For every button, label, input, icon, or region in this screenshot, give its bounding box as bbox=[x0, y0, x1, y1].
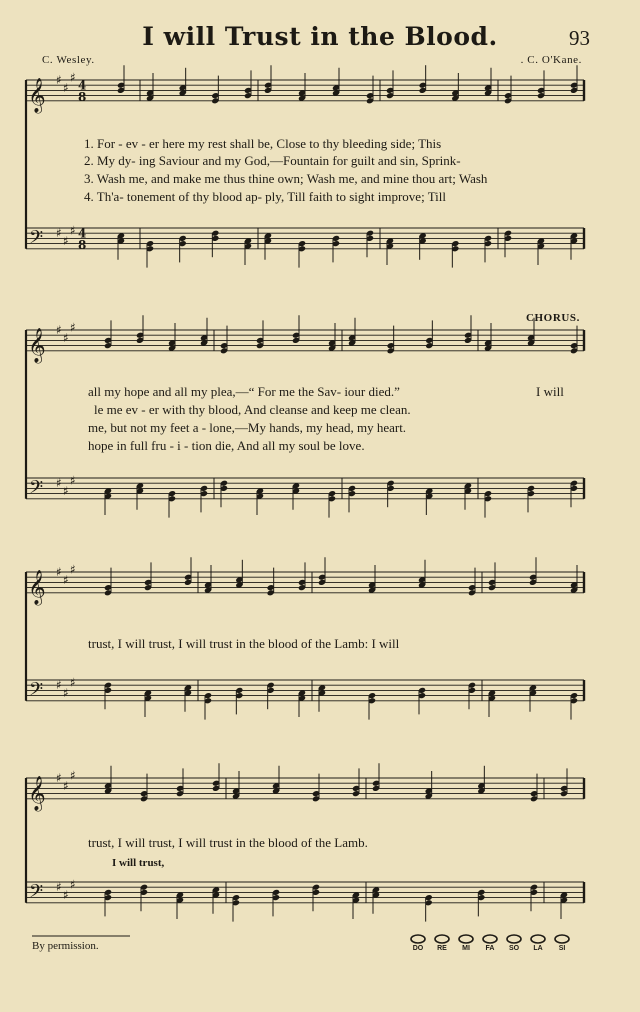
treble-clef-icon: 𝄞 bbox=[28, 77, 46, 113]
key-sharp-icon: ♯ bbox=[70, 320, 76, 335]
key-sharp-icon: ♯ bbox=[56, 476, 62, 491]
hymn-title: I will Trust in the Blood. bbox=[142, 22, 498, 51]
time-signature-top: 4 bbox=[78, 226, 87, 241]
key-sharp-icon: ♯ bbox=[70, 562, 76, 577]
verse-4-line-2: hope in full fru - i - tion die, And all my soul be love. bbox=[88, 438, 365, 453]
verse-3-line-1: 3. Wash me, and make me thus thine own; Wash me, and mine thou art; Wash bbox=[84, 171, 488, 186]
verse-1-line-2: all my hope and all my plea,—“ For me the Sav- iour died.” bbox=[88, 384, 400, 399]
solfege-mi: MI bbox=[462, 945, 470, 952]
key-sharp-icon: ♯ bbox=[70, 70, 76, 85]
solfege-re: RE bbox=[437, 945, 447, 952]
key-sharp-icon: ♯ bbox=[63, 572, 69, 587]
verse-2-line-2: le me ev - er with thy blood, And cleanse and keep me clean. bbox=[94, 402, 411, 417]
bass-clef-icon: 𝄢 bbox=[29, 227, 44, 253]
bass-clef-icon: 𝄢 bbox=[29, 881, 44, 907]
shape-note-icon bbox=[483, 935, 497, 943]
shape-note-icon bbox=[459, 935, 473, 943]
key-sharp-icon: ♯ bbox=[56, 880, 62, 895]
bass-cue-text: I will trust, bbox=[112, 857, 165, 869]
key-sharp-icon: ♯ bbox=[63, 484, 69, 498]
solfege-fa: FA bbox=[485, 945, 495, 952]
key-sharp-icon: ♯ bbox=[70, 675, 76, 690]
key-sharp-icon: ♯ bbox=[56, 678, 62, 693]
key-sharp-icon: ♯ bbox=[56, 565, 62, 579]
bass-clef-icon: 𝄢 bbox=[29, 679, 44, 705]
shape-note-icon bbox=[531, 935, 545, 943]
permission-note: By permission. bbox=[32, 940, 99, 952]
key-sharp-icon: ♯ bbox=[56, 226, 62, 241]
shape-note-icon bbox=[507, 935, 521, 943]
solfege-la: LA bbox=[533, 945, 543, 952]
key-sharp-icon: ♯ bbox=[63, 330, 69, 345]
verse-3-line-2: me, but not my feet a - lone,—My hands, my head, my heart. bbox=[88, 420, 407, 435]
key-sharp-icon: ♯ bbox=[56, 323, 62, 337]
key-sharp-icon: ♯ bbox=[70, 473, 76, 488]
key-sharp-icon: ♯ bbox=[70, 223, 76, 238]
chorus-line-1: trust, I will trust, I will trust in the blood of the Lamb: I will bbox=[88, 636, 400, 651]
time-signature-top: 4 bbox=[78, 78, 87, 93]
composer-credit: . C. O'Kane. bbox=[520, 54, 582, 66]
treble-clef-icon: 𝄞 bbox=[28, 569, 46, 605]
treble-clef-icon: 𝄞 bbox=[28, 775, 46, 811]
key-sharp-icon: ♯ bbox=[56, 73, 62, 87]
time-signature-bottom: 8 bbox=[78, 237, 87, 252]
chorus-label: CHORUS. bbox=[525, 312, 580, 324]
key-sharp-icon: ♯ bbox=[70, 877, 76, 892]
shape-note-icon bbox=[555, 935, 569, 943]
chorus-pickup: I will bbox=[536, 384, 564, 399]
verse-4-line-1: 4. Th'a- tonement of thy blood ap- ply, Till faith to sight improve; Till bbox=[84, 189, 447, 204]
time-signature-bottom: 8 bbox=[78, 89, 87, 104]
key-sharp-icon: ♯ bbox=[63, 778, 69, 793]
solfege-si: SI bbox=[558, 945, 566, 952]
chorus-line-2: trust, I will trust, I will trust in the blood of the Lamb. bbox=[88, 835, 368, 850]
key-sharp-icon: ♯ bbox=[63, 686, 69, 700]
shape-note-icon bbox=[435, 935, 449, 943]
author-credit: C. Wesley. bbox=[42, 54, 95, 66]
key-sharp-icon: ♯ bbox=[70, 768, 76, 783]
page-number: 93 bbox=[569, 26, 590, 50]
key-sharp-icon: ♯ bbox=[56, 771, 62, 785]
verse-1-line-1: 1. For - ev - er here my rest shall be, Close to thy bleeding side; This bbox=[84, 136, 442, 151]
key-sharp-icon: ♯ bbox=[63, 80, 69, 95]
solfege-so: SO bbox=[508, 945, 520, 952]
solfege-do: DO bbox=[412, 945, 424, 952]
shape-note-icon bbox=[411, 935, 425, 943]
key-sharp-icon: ♯ bbox=[63, 888, 69, 902]
verse-2-line-1: 2. My dy- ing Saviour and my God,—Fountain for guilt and sin, Sprink- bbox=[84, 153, 461, 168]
key-sharp-icon: ♯ bbox=[63, 234, 69, 248]
bass-clef-icon: 𝄢 bbox=[29, 477, 44, 503]
treble-clef-icon: 𝄞 bbox=[28, 327, 46, 363]
